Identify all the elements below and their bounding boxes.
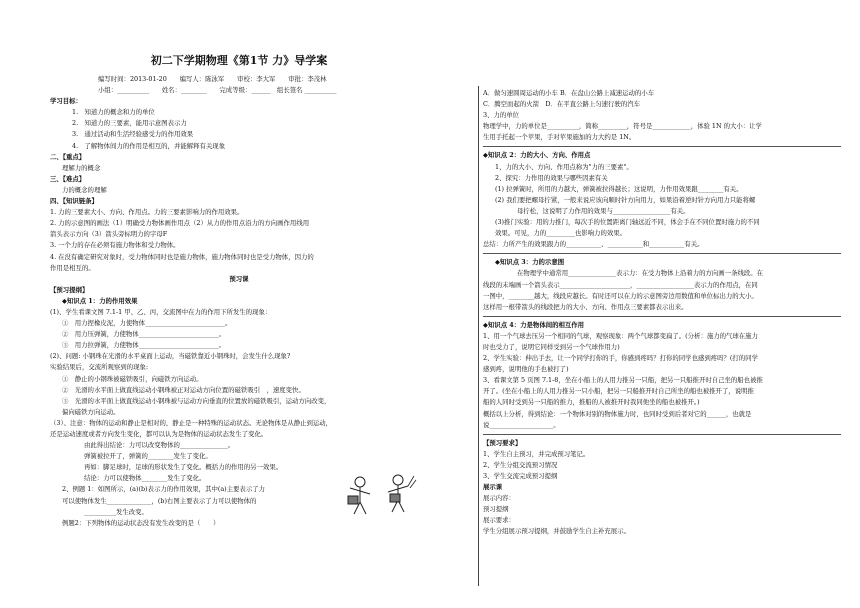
- left-text-line: ① 静止的小钢珠被磁铁吸引，向磁铁方向运动。: [62, 374, 203, 383]
- left-text-line: ① 用力捏橡皮泥，力使物体_________________________。: [62, 319, 232, 328]
- right-text-line: 一图中，________越大，线段应越长。有时还可以在力的示意图旁边用数值和单位标出力的大小。: [483, 291, 758, 300]
- right-text-line: 线段的末端画一个箭头表示______________________，__________________表示力的作用点，在同: [483, 280, 758, 289]
- left-text-line: 可以使物体发生______________，(b)右图主要表示了力可以使物体的: [62, 496, 257, 505]
- right-text-line: (3)推门实验：用的力推门，每次手的位置距离门轴远近不同，体会手在不同位置时施力的不同: [495, 218, 760, 227]
- right-text-line: ◆知识点 4：力是物体间的相互作用: [483, 320, 585, 329]
- column-divider: [478, 86, 479, 586]
- left-text-line: ③ 用力拉弹簧，力使物体_________________________。: [62, 341, 225, 350]
- left-text-line: 二、【重点】: [50, 152, 86, 161]
- right-text-line: 1、用一个气球去压另一个相同的气球，观察现象：两个气球都变扁了。(分析：施力的气球在施力: [483, 331, 758, 340]
- right-column: [483, 88, 841, 538]
- left-text-line: ③ 光滑的水平面上做直线运动小钢珠被与运动方向垂直的位置放的磁铁吸引，运动方向改变，: [62, 396, 331, 405]
- right-text-line: 预习提纲: [483, 505, 509, 514]
- right-text-line: 2、学生分组交流预习情况: [483, 460, 558, 469]
- right-text-line: 1、学生自主预习，并完成预习笔记。: [483, 449, 590, 458]
- left-text-line: 例题2：下列物体的运动状态没有发生改变的是（ ）: [62, 518, 220, 527]
- right-text-line: 展示内容：: [483, 494, 515, 503]
- left-text-line: 4. 在没有确定研究对象时，受力物体同时也是施力物体，施力物体同时也是受力物体，因力的: [50, 252, 314, 261]
- left-column: [50, 0, 428, 529]
- left-text-line: (1)、学生看课文图 7.1-1 甲、乙、丙，交流图中在力的作用下所发生的现象：: [50, 307, 272, 316]
- right-text-line: 展示要求：: [483, 516, 515, 525]
- left-text-line: 还是运动速度或者方向发生变化，都可以认为是物体的运动状态发生了变化。: [50, 430, 268, 438]
- left-text-line: ◆知识点 1：力的作用效果: [62, 296, 138, 305]
- left-text-line: 2. 知道力的三要素，能用示意图表示力: [72, 119, 187, 128]
- right-text-line: 3、力的单位: [483, 111, 520, 120]
- left-text-line: ② 光滑的水平面上做直线运动小钢珠被正对运动方向位置的磁铁吸引 ，速度变快。: [62, 385, 305, 394]
- left-text-line: 1. 力的三要素大小、方向、作用点。力的三要素影响力的作用效果。: [50, 208, 244, 217]
- left-text-line: （3）、注意：物体的运动和静止是相对的，静止是一种特殊的运动状态。无论物体是从静止到运动，: [50, 418, 333, 427]
- left-text-line: 实验结果后，交流所观察到的现象:: [50, 363, 149, 372]
- left-text-line: 3. 通过活动和生活经验感受力的作用效果: [72, 130, 194, 139]
- right-text-line: 说____________________。: [483, 420, 560, 429]
- right-text-line: 1、力的大小、方向、作用点称为"力的三要素"。: [495, 162, 633, 171]
- left-text-line: 预习课: [229, 274, 249, 283]
- force-effect-illustration: [340, 470, 420, 522]
- left-text-line: 2. 力的示意图的画法（1）明确受力物体画作用点（2）从力的作用点沿力的方向画作用线用: [50, 219, 310, 228]
- right-content: [483, 88, 841, 538]
- right-text-line: ◆知识点 3：力的示意图: [495, 258, 565, 267]
- left-text-line: 【预习提纲】: [50, 285, 89, 294]
- section-divider: [483, 146, 841, 147]
- left-text-line: (2)、问题: 小钢珠在光滑的水平桌面上运动，当磁铁靠近小钢珠时，会发生什么现象?: [50, 352, 291, 361]
- right-text-line: 2、学生实验：伸出手去，让一个同学打你的手，你感到疼吗？打你的同学也感到疼吗？(打的同学: [483, 354, 758, 363]
- document-title: 初二下学期物理《第1节 力》导学案: [150, 54, 328, 67]
- right-text-line: 感到疼，说明他的手也被打了): [483, 365, 569, 374]
- right-text-line: 【预习要求】: [483, 438, 522, 447]
- section-divider: [483, 316, 841, 317]
- section-divider: [483, 434, 841, 435]
- right-text-line: 时也受力了，说明它同样受到另一个气球作用力): [483, 342, 620, 351]
- author-info: 编写时间：2013-01-20 编写人：陈泳军 审校：李大军 审批：李茂林: [98, 75, 327, 83]
- left-content: [50, 96, 428, 529]
- left-text-line: 2、例题 1：如图所示，(a)(b)表示力的作用效果，其中(a)主要表示了力: [62, 485, 265, 494]
- left-text-line: 理解力的概念: [62, 163, 101, 172]
- right-text-line: 总结：力所产生的效果跟力的___________、___________和___________有关。: [483, 240, 704, 249]
- right-text-line: 展示课: [483, 483, 503, 492]
- section-divider: [483, 253, 841, 254]
- right-text-line: 在物理学中通常用_______________表示力：在受力物体上沿着力的方向画一条线段。在: [517, 269, 764, 278]
- left-text-line: 1. 知道力的概念和力的单位: [72, 108, 155, 117]
- right-text-line: 开了。(坐在小船上的人用力推另一只小船，把另一只船推开时自己所坐的船也被推开了，说明推: [483, 387, 754, 396]
- right-text-line: 船的人同时受到另一只船的推力，推船的人被推开时我同他坐的船也被推开。): [483, 398, 700, 407]
- left-text-line: 由此得出结论：力可以改变物体的_______________。: [84, 441, 235, 450]
- left-text-line: 箭头表示方向（3）箭头旁标明力的字母F: [50, 230, 168, 239]
- right-text-line: 母拧松，这说明了力作用的效果与__________________有关。: [517, 206, 690, 215]
- left-text-line: 三、【难点】: [50, 174, 86, 183]
- right-text-line: A．做匀速圆周运动的小车 B．在盘山公路上减速运动的小车: [483, 89, 655, 97]
- right-text-line: 学生分组展示预习提纲，并鼓励学生自主补充展示。: [483, 527, 630, 536]
- left-text-line: __________发生改变。: [84, 507, 148, 516]
- right-text-line: ◆知识点 2：力的大小、方向、作用点: [483, 151, 591, 160]
- right-text-line: 概括以上分析，得到结论：一个物体对别的物体施力时，也同时受到后者对它的______，也就是: [483, 409, 752, 418]
- right-text-line: 生用手托起一个苹果，手对苹果施加的力大约是 1N。: [483, 133, 636, 142]
- student-info: 小组：__________ 姓名：________ 完成等级：______ 组长签名 __________: [98, 86, 337, 95]
- right-text-line: 3、学生交流完成预习提纲: [483, 472, 558, 480]
- left-text-line: 力的概念的理解: [62, 185, 107, 194]
- left-text-line: 四、【知识链条】: [50, 197, 98, 206]
- left-text-line: 4. 了解物体间力的作用是相互的，并能解释有关现象: [72, 141, 226, 150]
- left-text-line: 弹簧被拉开了，弹簧的________发生了变化。: [84, 452, 212, 461]
- right-text-line: 3、看课文第 5 页图 7.1-8，坐在小船上的人用力推另一只船，把另一只船推开时自己坐的船也被推: [483, 376, 763, 385]
- left-text-line: 作用是相互的。: [50, 263, 95, 272]
- right-text-line: (2) 我们要把螺母拧紧，一般来说应该向顺时针方向用力，如果沿着逆时针方向用力只能将螺: [495, 195, 756, 204]
- right-text-line: 这样用一根带箭头的线段把力的大小、方向、作用点三要素都表示出来。: [483, 302, 688, 311]
- left-text-line: 3. 一个力的存在必须有施力物体和受力物体。: [50, 241, 180, 250]
- right-text-line: C．腾空而起的火箭 D．在平直公路上匀速行驶的汽车: [483, 100, 640, 109]
- right-text-line: 物理学中，力的单位是__________，简称_________，符号是____________，体验 1N 的大小：让学: [483, 122, 762, 131]
- left-text-line: 学习目标：: [50, 97, 82, 106]
- left-text-line: 结论：力可以使物体________发生了变化。: [84, 474, 206, 483]
- right-text-line: 2、探究：力作用的效果与哪些因素有关: [495, 173, 608, 182]
- right-text-line: 效果。可见，力的_________也影响力的效果。: [495, 229, 627, 238]
- left-text-line: ② 用力压弹簧，力使物体_________________________。: [62, 330, 225, 339]
- left-text-line: 偏向磁铁方向运动。: [62, 407, 120, 416]
- right-text-line: (1) 拉弹簧时，所用的力越大，弹簧被拉得越长；这说明，力作用效果跟________有关。: [495, 184, 743, 193]
- left-text-line: 再如：脚足球时，足球的形状发生了变化。概括力的作用的另一效果。: [84, 463, 283, 472]
